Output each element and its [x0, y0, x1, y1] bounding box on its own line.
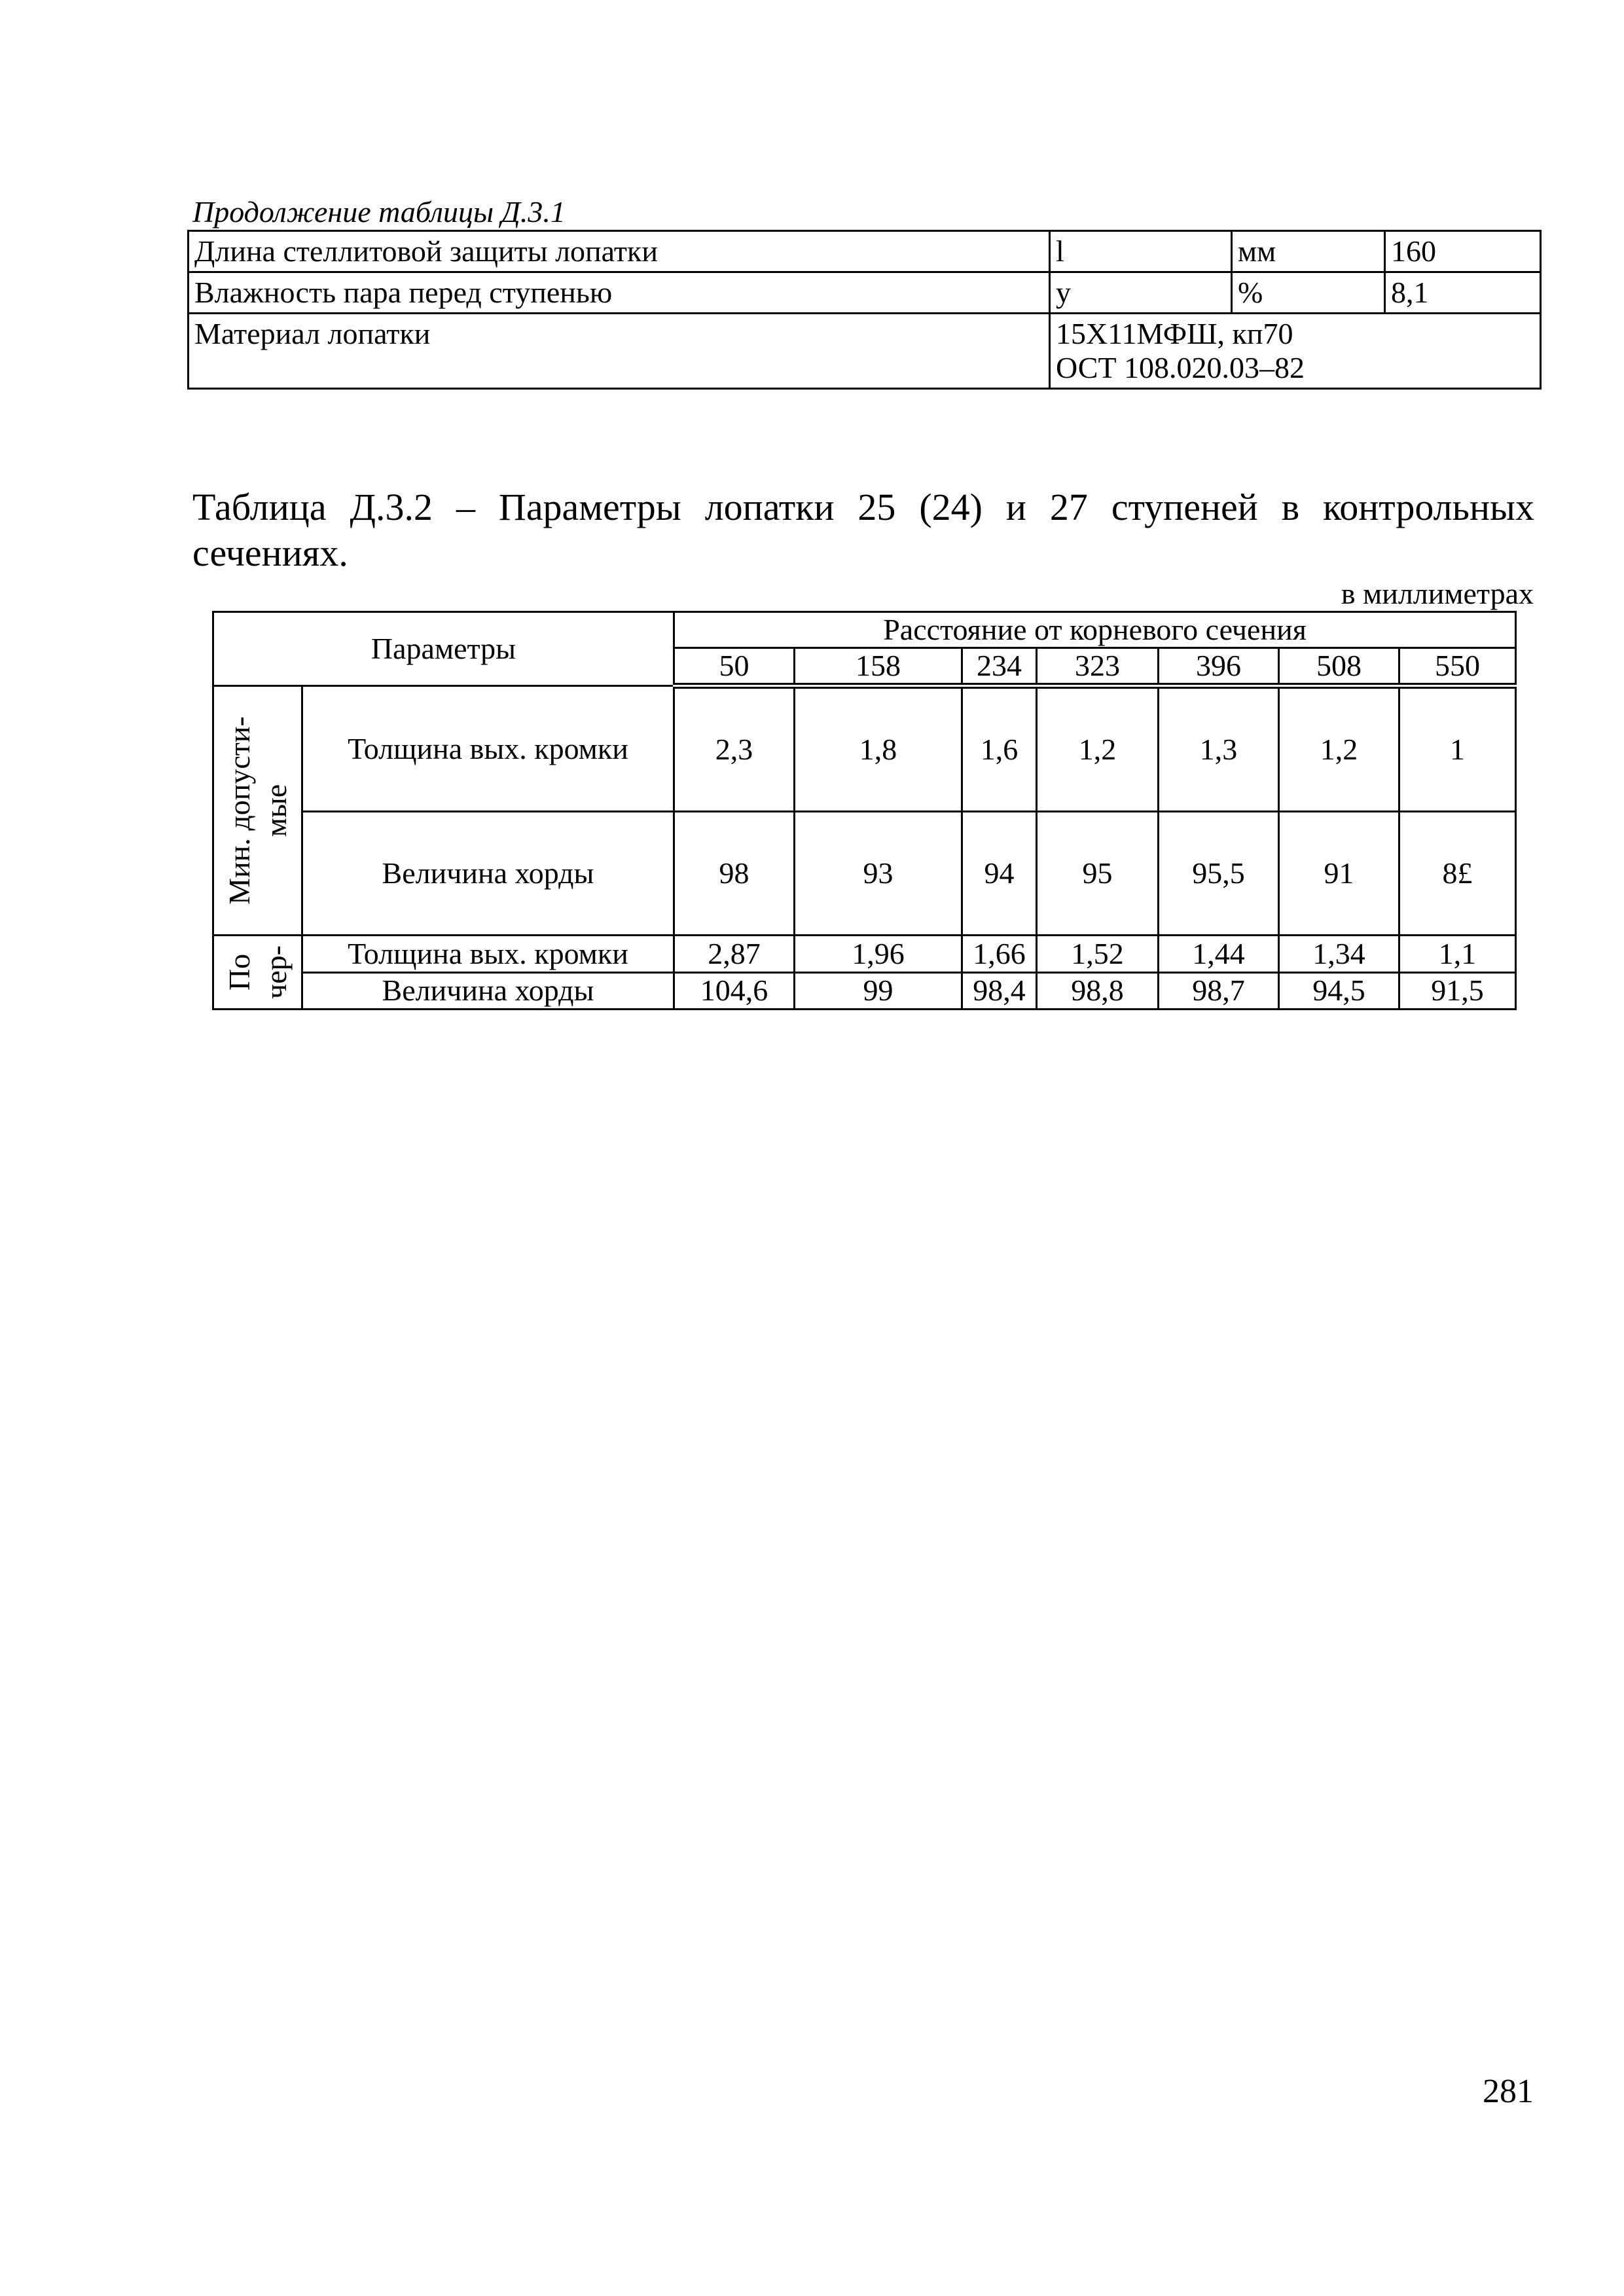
param-cell: Толщина вых. кромки — [302, 686, 674, 812]
unit-cell: мм — [1232, 231, 1385, 272]
value-cell: 98,7 — [1159, 972, 1279, 1010]
value-cell: 95,5 — [1159, 812, 1279, 936]
column-header: 50 — [674, 648, 795, 686]
table-row — [189, 231, 1541, 272]
param-name-cell: Влажность пара перед ступенью — [189, 272, 1050, 314]
value-cell: 1,2 — [1037, 686, 1159, 812]
column-header: 508 — [1279, 648, 1399, 686]
param-name-cell: Длина стеллитовой защиты лопатки — [189, 231, 1050, 272]
group-label-min — [213, 686, 302, 936]
table-row — [213, 812, 1516, 936]
material-line-2: ОСТ 108.020.03–82 — [1056, 351, 1305, 384]
value-cell: 8,1 — [1385, 272, 1541, 314]
param-cell: Величина хорды — [302, 972, 674, 1010]
value-cell: 95 — [1037, 812, 1159, 936]
table-d32 — [212, 611, 1517, 1010]
value-cell: 94 — [962, 812, 1037, 936]
table-row — [213, 936, 1516, 973]
column-header: 323 — [1037, 648, 1159, 686]
value-cell: 1,8 — [795, 686, 962, 812]
param-cell: Толщина вых. кромки — [302, 936, 674, 973]
group-label-line-1: По — [222, 953, 256, 991]
value-cell: 94,5 — [1279, 972, 1399, 1010]
value-cell: 104,6 — [674, 972, 795, 1010]
column-header: 158 — [795, 648, 962, 686]
column-header: 550 — [1399, 648, 1516, 686]
unit-note: в миллиметрах — [1341, 577, 1534, 610]
value-cell: 1,52 — [1037, 936, 1159, 973]
table-d32-title: Таблица Д.3.2 – Параметры лопатки 25 (24) и 27 ступеней в контрольных сечениях. — [192, 486, 1534, 574]
symbol-cell: l — [1050, 231, 1232, 272]
header-row — [213, 612, 1516, 648]
value-cell: 1,2 — [1279, 686, 1399, 812]
value-cell: 98 — [674, 812, 795, 936]
params-header: Параметры — [213, 612, 674, 686]
value-cell: 91 — [1279, 812, 1399, 936]
value-cell: 93 — [795, 812, 962, 936]
value-cell: 1,34 — [1279, 936, 1399, 973]
value-cell: 160 — [1385, 231, 1541, 272]
table-row — [213, 686, 1516, 812]
value-cell: 99 — [795, 972, 962, 1010]
value-cell: 1 — [1399, 686, 1516, 812]
value-cell: 1,6 — [962, 686, 1037, 812]
material-value-cell — [1050, 314, 1541, 389]
group-label-line-2: чер- — [259, 945, 293, 999]
group-label-line-1: Мин. допусти- — [222, 716, 256, 905]
distance-header: Расстояние от корневого сечения — [674, 612, 1516, 648]
material-name-cell: Материал лопатки — [189, 314, 1050, 389]
group-label-drawing — [213, 936, 302, 1010]
unit-cell: % — [1232, 272, 1385, 314]
table-row — [213, 972, 1516, 1010]
value-cell: 1,44 — [1159, 936, 1279, 973]
continuation-caption: Продолжение таблицы Д.3.1 — [192, 195, 566, 228]
table-row — [189, 314, 1541, 389]
param-cell: Величина хорды — [302, 812, 674, 936]
group-label-line-2: мые — [259, 784, 293, 837]
value-cell: 98,4 — [962, 972, 1037, 1010]
value-cell: 1,3 — [1159, 686, 1279, 812]
column-header: 396 — [1159, 648, 1279, 686]
material-line-1: 15Х11МФШ, кп70 — [1056, 317, 1293, 350]
value-cell: 98,8 — [1037, 972, 1159, 1010]
value-cell: 91,5 — [1399, 972, 1516, 1010]
table-d31-continuation — [187, 230, 1542, 390]
column-header: 234 — [962, 648, 1037, 686]
value-cell: 8£ — [1399, 812, 1516, 936]
table-row — [189, 272, 1541, 314]
value-cell: 1,66 — [962, 936, 1037, 973]
value-cell: 1,96 — [795, 936, 962, 973]
value-cell: 1,1 — [1399, 936, 1516, 973]
page-number: 281 — [1483, 2073, 1534, 2110]
symbol-cell: у — [1050, 272, 1232, 314]
value-cell: 2,3 — [674, 686, 795, 812]
value-cell: 2,87 — [674, 936, 795, 973]
